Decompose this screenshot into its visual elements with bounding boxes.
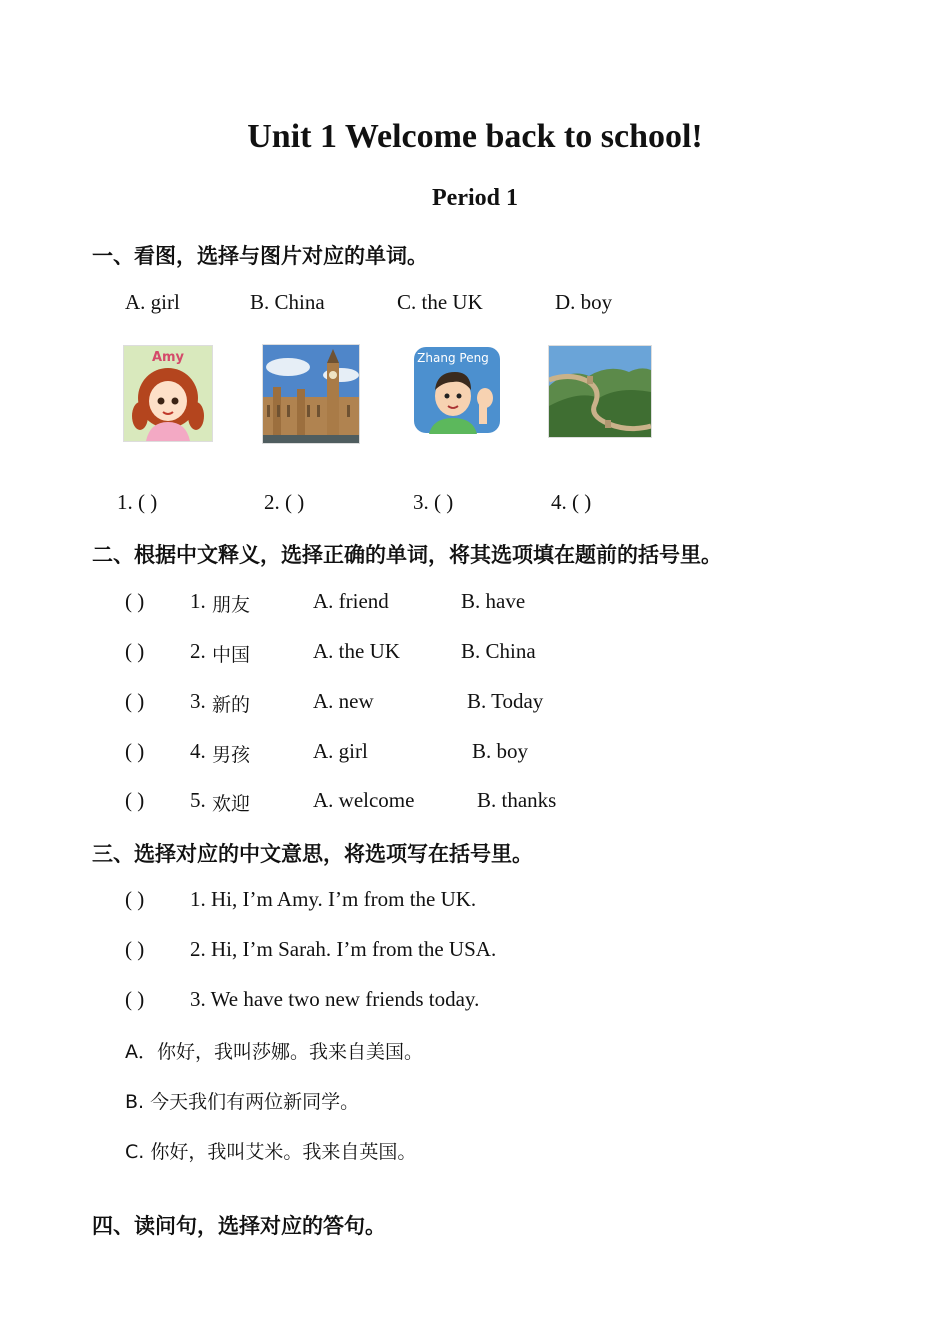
great-wall-picture: [548, 345, 652, 438]
q2-4-bracket[interactable]: ( ): [125, 739, 145, 763]
period-heading: Period 1: [432, 185, 518, 211]
choice-b: B. 今天我们有两位新同学。: [125, 1091, 360, 1113]
q2-4-number: 4.: [190, 739, 206, 763]
q3-1-sentence: 1. Hi, I’m Amy. I’m from the UK.: [190, 887, 477, 911]
zhang-peng-boy-picture: [413, 346, 501, 434]
answer-3[interactable]: 3. ( ): [413, 490, 454, 514]
q2-3-number: 3.: [190, 689, 206, 713]
q3-3-bracket[interactable]: ( ): [125, 987, 145, 1011]
q2-4-option-a: A. girl: [313, 739, 368, 763]
choice-a: A．你好，我叫莎娜。我来自美国。: [125, 1041, 423, 1063]
option-c: C. the UK: [397, 290, 483, 314]
option-d: D. boy: [555, 290, 613, 314]
section3-heading: 三、选择对应的中文意思，将选项写在括号里。: [92, 842, 533, 866]
q2-3-chinese: 新的: [212, 694, 251, 716]
q2-1-option-a: A. friend: [313, 589, 389, 613]
q2-2-chinese: 中国: [212, 644, 251, 666]
q2-5-option-b: B. thanks: [477, 788, 557, 812]
section1-heading: 一、看图，选择与图片对应的单词。: [92, 244, 428, 268]
section4-heading: 四、读问句，选择对应的答句。: [92, 1214, 386, 1238]
q3-3-sentence: 3. We have two new friends today.: [190, 987, 480, 1011]
choice-c: C. 你好，我叫艾米。我来自英国。: [125, 1141, 417, 1163]
amy-girl-picture: [123, 345, 213, 442]
option-b: B. China: [250, 290, 325, 314]
q2-5-option-a: A. welcome: [313, 788, 415, 812]
amy-label: Amy: [151, 350, 185, 365]
answer-2[interactable]: 2. ( ): [264, 490, 305, 514]
q3-2-sentence: 2. Hi, I’m Sarah. I’m from the USA.: [190, 937, 497, 961]
q2-1-bracket[interactable]: ( ): [125, 589, 145, 613]
q2-5-number: 5.: [190, 788, 206, 812]
q3-2-bracket[interactable]: ( ): [125, 937, 145, 961]
q2-5-bracket[interactable]: ( ): [125, 788, 145, 812]
answer-4[interactable]: 4. ( ): [551, 490, 592, 514]
q2-2-number: 2.: [190, 639, 206, 663]
q2-1-chinese: 朋友: [212, 594, 251, 616]
option-a: A. girl: [125, 290, 180, 314]
q2-2-option-a: A. the UK: [313, 639, 400, 663]
answer-1[interactable]: 1. ( ): [117, 490, 158, 514]
q2-5-chinese: 欢迎: [212, 793, 251, 815]
q2-4-option-b: B. boy: [472, 739, 529, 763]
big-ben-picture: [262, 344, 360, 444]
q2-1-number: 1.: [190, 589, 206, 613]
worksheet-title: Unit 1 Welcome back to school!: [247, 118, 703, 155]
q2-3-option-b: B. Today: [467, 689, 544, 713]
q2-3-bracket[interactable]: ( ): [125, 689, 145, 713]
q2-2-bracket[interactable]: ( ): [125, 639, 145, 663]
q2-3-option-a: A. new: [313, 689, 374, 713]
q2-1-option-b: B. have: [461, 589, 526, 613]
zhang-peng-label: Zhang Peng: [417, 351, 489, 365]
section2-heading: 二、根据中文释义，选择正确的单词，将其选项填在题前的括号里。: [92, 543, 722, 567]
q3-1-bracket[interactable]: ( ): [125, 887, 145, 911]
q2-4-chinese: 男孩: [212, 744, 251, 766]
q2-2-option-b: B. China: [461, 639, 536, 663]
